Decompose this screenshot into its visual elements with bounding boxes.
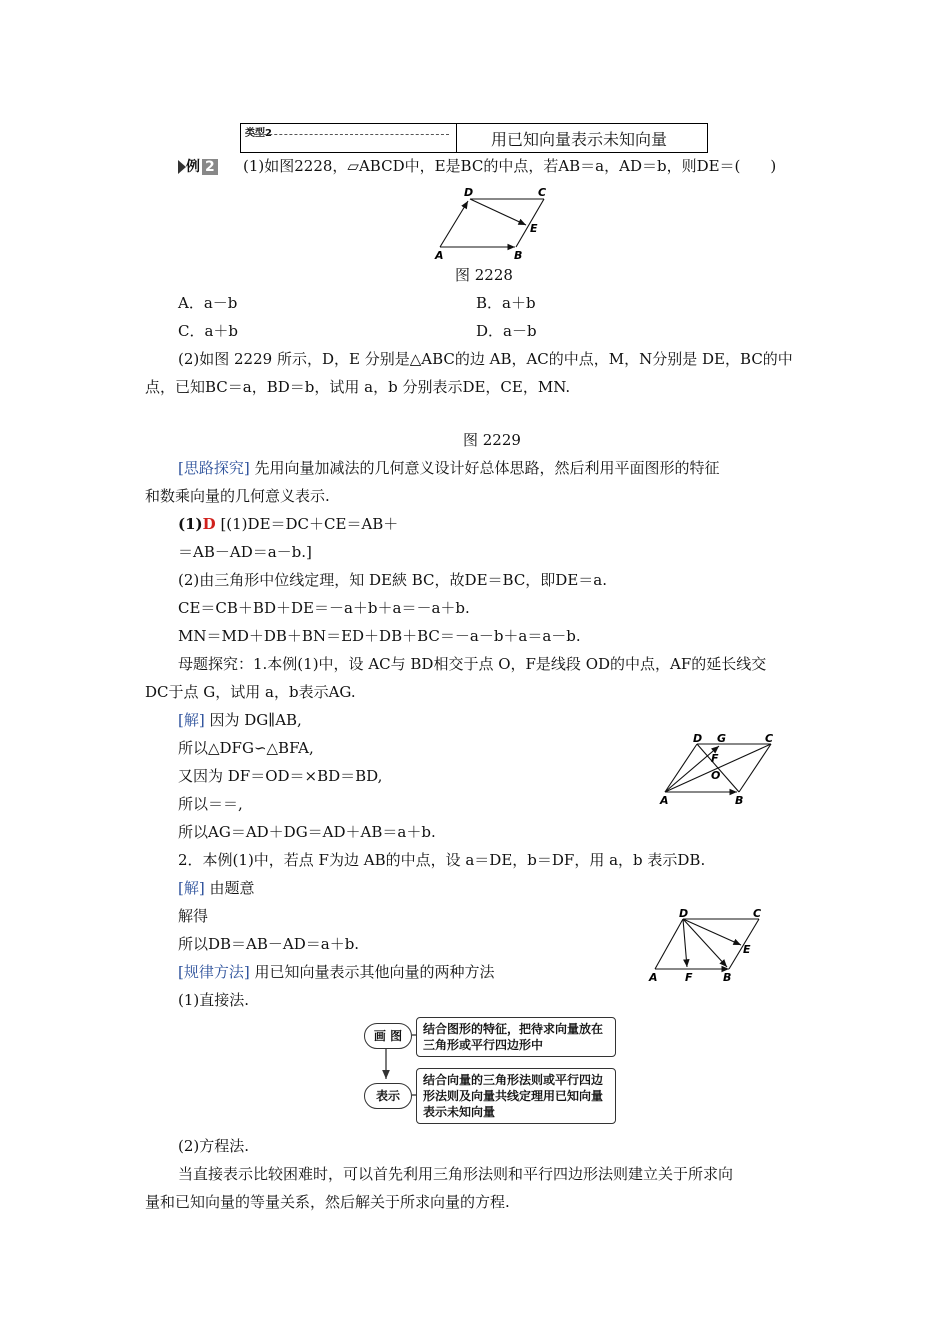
- fig4-label-a: A: [649, 971, 658, 984]
- method-label: [规律方法]: [178, 963, 250, 981]
- fig4-label-d: D: [679, 907, 689, 920]
- type-tag: 类型2: [245, 128, 272, 139]
- variant-intro-line1: 母题探究：1.本例(1)中，设 AC与 BD相交于点 O，F是线段 OD的中点，AF的延长线交: [178, 655, 767, 673]
- arrow-icon: [178, 160, 186, 174]
- method-title: 用已知向量表示其他向量的两种方法: [254, 963, 495, 981]
- figure-2228-caption: 图 2228: [455, 266, 513, 284]
- fig3-label-f: F: [711, 752, 719, 765]
- fig1-label-d: D: [464, 186, 474, 199]
- variant-2-solution-line2: 解得: [178, 907, 209, 925]
- method-2-line1: 当直接表示比较困难时，可以首先利用三角形法则和平行四边形法则建立关于所求向: [178, 1165, 734, 1183]
- figure-2228: [430, 185, 555, 260]
- flow-step-express: 表示: [364, 1083, 412, 1109]
- solution-2-line2: CE＝CB＋BD＋DE＝－a＋b＋a＝－a＋b.: [178, 599, 470, 617]
- variant-2-solution-line1: [178, 878, 255, 898]
- method-1: (1)直接法.: [178, 991, 250, 1009]
- fig1-label-b: B: [514, 249, 523, 260]
- variant-solution-label: [解]: [178, 711, 205, 729]
- example-badge: [178, 156, 218, 174]
- fig1-label-e: E: [530, 222, 538, 235]
- question-2-line1: (2)如图 2229 所示，D，E 分别是△ABC的边 AB，AC的中点，M，N分别是 DE，BC的中: [178, 350, 793, 368]
- fig3-label-a: A: [660, 794, 669, 807]
- solution-1-line1: [178, 514, 398, 534]
- option-c: C．a＋b: [178, 322, 239, 340]
- variant-solution-line1: [178, 710, 302, 730]
- solution-2-line3: MN＝MD＋DB＋BN＝ED＋DB＋BC＝－a－b＋a＝a－b.: [178, 627, 581, 645]
- variant-2-question: 2．本例(1)中，若点 F为边 AB的中点，设 a＝DE，b＝DF，用 a，b 表示DB.: [178, 851, 706, 869]
- fig4-label-b: B: [723, 971, 732, 984]
- figure-variant-1: [655, 730, 785, 810]
- solution-1-text: [(1)DE＝DC＋CE＝AB＋: [220, 515, 399, 533]
- solution-2-line1: (2)由三角形中位线定理，知 DE綊 BC，故DE＝BC，即DE＝a.: [178, 571, 607, 589]
- fig4-label-e: E: [743, 943, 751, 956]
- solution-1-line2: ＝AB－AD＝a－b.]: [178, 543, 312, 561]
- fig4-label-f: F: [685, 971, 693, 984]
- method-line: [178, 962, 495, 982]
- example-badge-label: 例: [186, 159, 200, 175]
- type-box-divider: [456, 124, 457, 152]
- figure-2229-caption: 图 2229: [463, 431, 521, 449]
- fig3-label-o: O: [711, 769, 721, 782]
- flow-desc-draw: 结合图形的特征，把待求向量放在三角形或平行四边形中: [416, 1017, 616, 1057]
- solution-1-prefix: (1): [178, 515, 203, 533]
- variant-2-solution-line3: 所以DB＝AB－AD＝a＋b.: [178, 935, 360, 953]
- fig1-label-c: C: [538, 186, 547, 199]
- analysis-line1: [178, 458, 720, 478]
- variant-2-solution-text: 由题意: [209, 879, 255, 897]
- variant-2-solution-label: [解]: [178, 879, 205, 897]
- option-a: A．a－b: [178, 294, 238, 312]
- option-d: D．a－b: [476, 322, 537, 340]
- analysis-label: [思路探究]: [178, 459, 250, 477]
- variant-intro-line2: DC于点 G，试用 a，b表示AG.: [145, 683, 356, 701]
- section-title: 用已知向量表示未知向量: [491, 130, 668, 149]
- question-1: (1)如图2228，▱ABCD中，E是BC的中点，若AB＝a，AD＝b，则DE＝( ): [243, 157, 777, 175]
- example-badge-number: 2: [202, 159, 218, 175]
- type-dash-divider: [249, 134, 449, 135]
- fig3-label-g: G: [717, 732, 727, 745]
- method-2-line2: 量和已知向量的等量关系，然后解关于所求向量的方程.: [145, 1193, 510, 1211]
- flow-step-draw: 画 图: [364, 1023, 412, 1049]
- analysis-text: 先用向量加减法的几何意义设计好总体思路，然后利用平面图形的特征: [254, 459, 720, 477]
- variant-solution-line5: 所以AG＝AD＋DG＝AD＋AB＝a＋b.: [178, 823, 436, 841]
- variant-solution-line2: 所以△DFG∽△BFA,: [178, 739, 314, 757]
- variant-solution-line4: 所以＝＝,: [178, 795, 243, 813]
- fig3-label-d: D: [693, 732, 703, 745]
- fig4-label-c: C: [753, 907, 762, 920]
- flow-desc-express: 结合向量的三角形法则或平行四边形法则及向量共线定理用已知向量表示未知向量: [416, 1068, 616, 1124]
- fig1-label-a: A: [435, 249, 444, 260]
- variant-solution-line3: 又因为 DF＝OD＝×BD＝BD,: [178, 767, 383, 785]
- option-b: B．a＋b: [476, 294, 536, 312]
- question-2-line2: 点，已知BC＝a，BD＝b，试用 a，b 分别表示DE，CE，MN.: [145, 378, 571, 396]
- method-2: (2)方程法.: [178, 1137, 250, 1155]
- figure-variant-2: [645, 905, 775, 985]
- solution-1-answer: D: [202, 515, 216, 533]
- fig3-label-c: C: [765, 732, 774, 745]
- fig3-label-b: B: [735, 794, 744, 807]
- analysis-line2: 和数乘向量的几何意义表示.: [145, 487, 330, 505]
- variant-solution-text: 因为 DG∥AB,: [209, 711, 302, 729]
- section-type-box: [240, 123, 708, 153]
